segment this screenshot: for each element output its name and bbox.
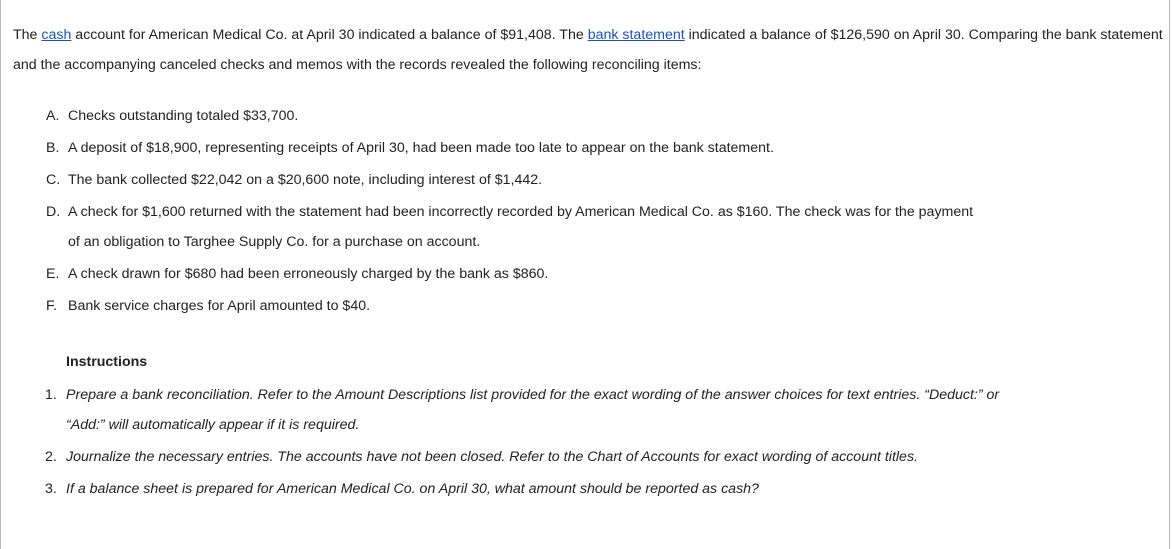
list-item: [1, 197, 1101, 257]
item-text: Bank service charges for April amounted to $40.: [68, 298, 371, 314]
cash-link[interactable]: cash: [41, 27, 72, 43]
instructions-list: [1, 380, 1101, 506]
step-number: 1.: [45, 387, 57, 403]
step-text: If a balance sheet is prepared for American Medical Co. on April 30, what amount should be reported as cash?: [66, 481, 759, 497]
step-number: 2.: [45, 449, 57, 465]
list-item: [1, 442, 1101, 472]
item-text: A deposit of $18,900, representing receipts of April 30, had been made too late to appear on the bank statement.: [68, 140, 774, 156]
list-item: [1, 474, 1101, 504]
step-text: Journalize the necessary entries. The accounts have not been closed. Refer to the Chart of Accounts for exact wording of account titles.: [66, 449, 918, 465]
list-item: [1, 259, 1101, 289]
item-letter: F.: [46, 298, 58, 314]
item-text: A check for $1,600 returned with the statement had been incorrectly recorded by American Medical Co. as $160. The check was for the payment of an obligation to Targhee Supply Co. for a purchase on account.: [68, 204, 974, 250]
instructions-heading: Instructions: [66, 354, 148, 370]
item-letter: E.: [46, 266, 60, 282]
intro-text-1: The: [13, 27, 42, 43]
step-text: Prepare a bank reconciliation. Refer to the Amount Descriptions list provided for the exact wording of the answer choices for text entries. “Deduct:” or “Add:” will automatically appear if it is required.: [66, 387, 1000, 433]
item-letter: C.: [46, 172, 61, 188]
item-letter: A.: [46, 108, 60, 124]
step-number: 3.: [45, 481, 57, 497]
item-letter: B.: [46, 140, 60, 156]
item-text: Checks outstanding totaled $33,700.: [68, 108, 299, 124]
list-item: [1, 380, 1101, 440]
item-text: A check drawn for $680 had been erroneously charged by the bank as $860.: [68, 266, 549, 282]
intro-paragraph: [13, 20, 1165, 80]
reconciling-items-list: [1, 101, 1101, 323]
list-item: [1, 291, 1101, 321]
item-letter: D.: [46, 204, 61, 220]
list-item: [1, 165, 1101, 195]
list-item: [1, 133, 1101, 163]
intro-text-2: account for American Medical Co. at April 30 indicated a balance of $91,408. The: [71, 27, 588, 43]
intro-text-3: indicated a balance of $126,590 on April 30. Comparing the bank statement and the accompanying canceled checks and memos with the records revealed the following reconciling items:: [13, 27, 1163, 73]
list-item: [1, 101, 1101, 131]
bank-statement-link[interactable]: bank statement: [587, 27, 685, 43]
item-text: The bank collected $22,042 on a $20,600 note, including interest of $1,442.: [68, 172, 543, 188]
